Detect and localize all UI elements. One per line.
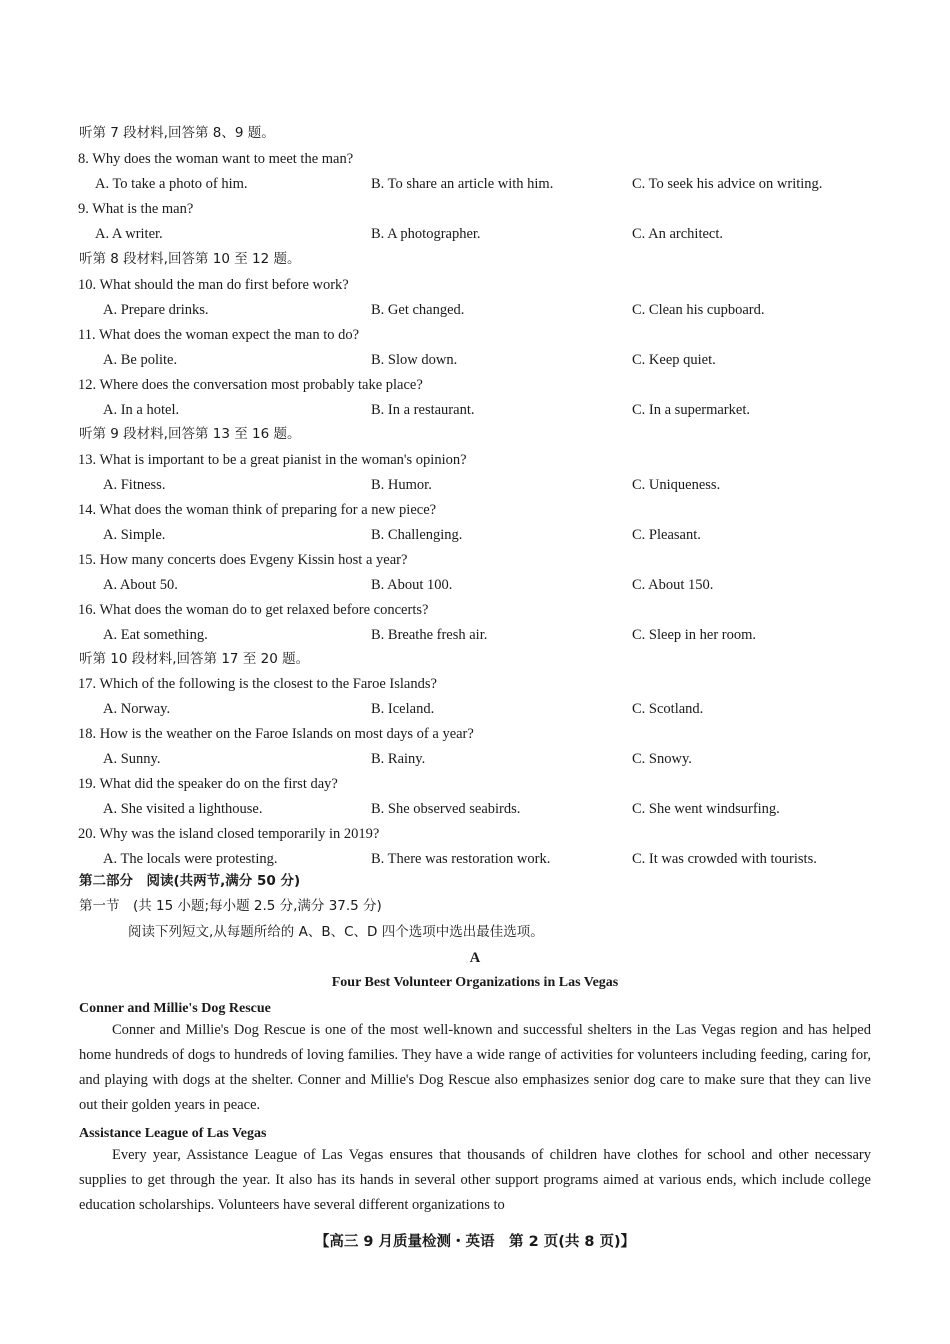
org1-text: Conner and Millie's Dog Rescue is one of the most well-known and successful shelters in the Las Vegas region and has helped home hundreds of dogs to hundreds of loving families. They have a wide range of activities for volunteers including feeding, caring for, and playing with dogs at the shelter. Conner and Millie's Dog Rescue also emphasizes senior dog care to make sure that they can live out their golden years in peace. xyxy=(79,1022,871,1113)
org2-title: Assistance League of Las Vegas xyxy=(79,1126,267,1141)
option-a: A. Be polite. xyxy=(103,352,178,368)
option-c: C. She went windsurfing. xyxy=(632,801,780,817)
option-b: B. She observed seabirds. xyxy=(371,801,521,817)
option-b: B. A photographer. xyxy=(371,226,481,242)
option-a: A. To take a photo of him. xyxy=(95,176,248,192)
option-a: A. She visited a lighthouse. xyxy=(103,801,263,817)
question-stem: 16. What does the woman do to get relaxed before concerts? xyxy=(78,602,429,618)
passage-title: Four Best Volunteer Organizations in Las Vegas xyxy=(331,975,619,990)
option-c: C. To seek his advice on writing. xyxy=(632,176,823,192)
options-row xyxy=(0,700,950,718)
org2-text: Every year, Assistance League of Las Vegas ensures that thousands of children have clothes for school and other necessary supplies to get through the year. It also has its hands in several other support programs aimed at various ends, which include college education scholarships. Volunteers have several different organizations to xyxy=(79,1147,871,1213)
options-row xyxy=(0,401,950,419)
option-c: C. Snowy. xyxy=(632,751,692,767)
option-b: B. Rainy. xyxy=(371,751,426,767)
option-c: C. Uniqueness. xyxy=(632,477,721,493)
question-stem: 19. What did the speaker do on the first day? xyxy=(78,776,338,792)
option-a: A. Eat something. xyxy=(103,627,208,643)
option-b: B. Humor. xyxy=(371,477,432,493)
option-a: A. A writer. xyxy=(95,226,163,242)
option-c: C. Keep quiet. xyxy=(632,352,716,368)
org1-title: Conner and Millie's Dog Rescue xyxy=(79,1001,271,1016)
listening-section-9: 听第 9 段材料,回答第 13 至 16 题。 xyxy=(79,426,301,442)
reading-instruction: 阅读下列短文,从每题所给的 A、B、C、D 四个选项中选出最佳选项。 xyxy=(128,924,544,940)
question-stem: 10. What should the man do first before work? xyxy=(78,277,349,293)
option-a: A. Sunny. xyxy=(103,751,161,767)
options-row xyxy=(0,526,950,544)
options-row xyxy=(0,850,950,868)
option-c: C. Sleep in her room. xyxy=(632,627,757,643)
options-row xyxy=(0,750,950,768)
question-stem: 15. How many concerts does Evgeny Kissin host a year? xyxy=(78,552,408,568)
option-b: B. In a restaurant. xyxy=(371,402,475,418)
page-footer: 【高三 9 月质量检测・英语 第 2 页(共 8 页)】 xyxy=(314,1234,636,1250)
option-b: B. Iceland. xyxy=(371,701,435,717)
option-b: B. There was restoration work. xyxy=(371,851,551,867)
question-stem: 13. What is important to be a great pianist in the woman's opinion? xyxy=(78,452,467,468)
listening-section-10: 听第 10 段材料,回答第 17 至 20 题。 xyxy=(79,651,310,667)
options-row xyxy=(0,225,950,243)
option-c: C. Pleasant. xyxy=(632,527,701,543)
option-a: A. In a hotel. xyxy=(103,402,180,418)
reading-part-title: 第二部分 阅读(共两节,满分 50 分) xyxy=(79,873,301,889)
org2-paragraph xyxy=(79,1143,871,1218)
option-a: A. About 50. xyxy=(103,577,178,593)
option-c: C. About 150. xyxy=(632,577,714,593)
options-row xyxy=(0,175,950,193)
option-a: A. Fitness. xyxy=(103,477,166,493)
question-stem: 18. How is the weather on the Faroe Islands on most days of a year? xyxy=(78,726,474,742)
passage-letter: A xyxy=(469,950,481,966)
options-row xyxy=(0,626,950,644)
option-c: C. An architect. xyxy=(632,226,724,242)
option-a: A. The locals were protesting. xyxy=(103,851,278,867)
question-stem: 8. Why does the woman want to meet the man? xyxy=(78,151,354,167)
listening-section-7: 听第 7 段材料,回答第 8、9 题。 xyxy=(79,125,275,141)
options-row xyxy=(0,301,950,319)
option-b: B. Challenging. xyxy=(371,527,463,543)
option-b: B. Slow down. xyxy=(371,352,458,368)
listening-section-8: 听第 8 段材料,回答第 10 至 12 题。 xyxy=(79,251,301,267)
options-row xyxy=(0,351,950,369)
question-stem: 17. Which of the following is the closest to the Faroe Islands? xyxy=(78,676,437,692)
question-stem: 9. What is the man? xyxy=(78,201,194,217)
reading-section-title: 第一节 (共 15 小题;每小题 2.5 分,满分 37.5 分) xyxy=(79,898,382,914)
options-row xyxy=(0,576,950,594)
options-row xyxy=(0,476,950,494)
option-c: C. Clean his cupboard. xyxy=(632,302,765,318)
org1-paragraph xyxy=(79,1018,871,1118)
question-stem: 12. Where does the conversation most probably take place? xyxy=(78,377,423,393)
option-c: C. In a supermarket. xyxy=(632,402,750,418)
option-a: A. Simple. xyxy=(103,527,166,543)
question-stem: 20. Why was the island closed temporarily in 2019? xyxy=(78,826,380,842)
question-stem: 11. What does the woman expect the man to do? xyxy=(78,327,360,343)
option-c: C. It was crowded with tourists. xyxy=(632,851,817,867)
option-b: B. To share an article with him. xyxy=(371,176,554,192)
question-stem: 14. What does the woman think of preparing for a new piece? xyxy=(78,502,437,518)
option-b: B. Breathe fresh air. xyxy=(371,627,488,643)
option-a: A. Prepare drinks. xyxy=(103,302,209,318)
options-row xyxy=(0,800,950,818)
option-b: B. About 100. xyxy=(371,577,453,593)
option-b: B. Get changed. xyxy=(371,302,465,318)
option-c: C. Scotland. xyxy=(632,701,704,717)
option-a: A. Norway. xyxy=(103,701,171,717)
